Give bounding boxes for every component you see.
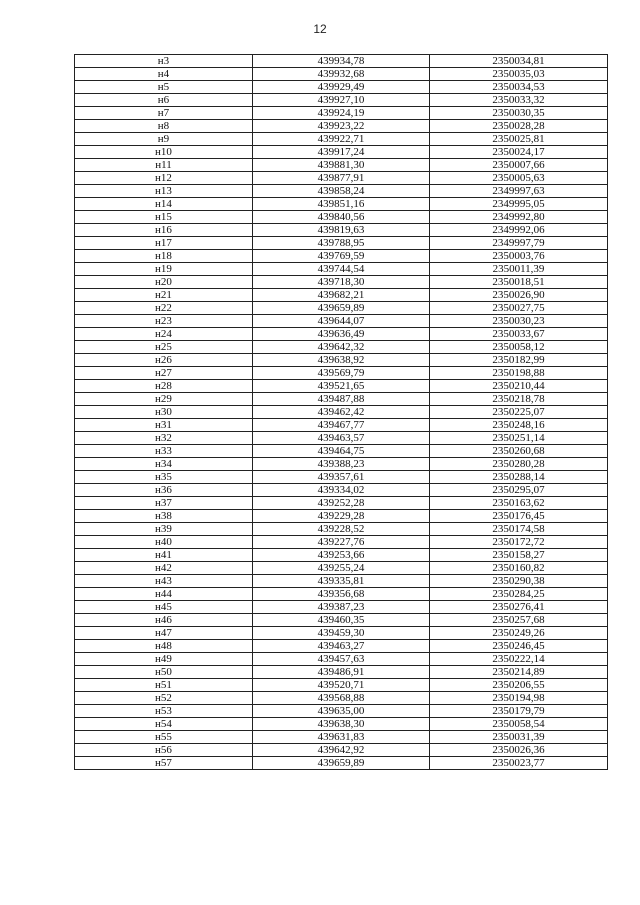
x-coordinate-cell: 439642,92 — [253, 744, 430, 757]
table-row — [75, 471, 608, 484]
point-id-cell: н47 — [75, 627, 253, 640]
x-coordinate-cell: 439521,65 — [253, 380, 430, 393]
table-row — [75, 627, 608, 640]
x-coordinate-cell: 439769,59 — [253, 250, 430, 263]
table-row — [75, 549, 608, 562]
x-coordinate-cell: 439924,19 — [253, 107, 430, 120]
y-coordinate-cell: 2349995,05 — [430, 198, 608, 211]
table-row — [75, 705, 608, 718]
x-coordinate-cell: 439228,52 — [253, 523, 430, 536]
x-coordinate-cell: 439927,10 — [253, 94, 430, 107]
y-coordinate-cell: 2350225,07 — [430, 406, 608, 419]
y-coordinate-cell: 2350005,63 — [430, 172, 608, 185]
table-row — [75, 237, 608, 250]
x-coordinate-cell: 439682,21 — [253, 289, 430, 302]
point-id-cell: н14 — [75, 198, 253, 211]
x-coordinate-cell: 439459,30 — [253, 627, 430, 640]
table-row — [75, 354, 608, 367]
table-row — [75, 536, 608, 549]
x-coordinate-cell: 439463,57 — [253, 432, 430, 445]
point-id-cell: н39 — [75, 523, 253, 536]
table-row — [75, 640, 608, 653]
x-coordinate-cell: 439457,63 — [253, 653, 430, 666]
x-coordinate-cell: 439934,78 — [253, 55, 430, 68]
y-coordinate-cell: 2350158,27 — [430, 549, 608, 562]
table-row — [75, 614, 608, 627]
y-coordinate-cell: 2350288,14 — [430, 471, 608, 484]
x-coordinate-cell: 439387,23 — [253, 601, 430, 614]
x-coordinate-cell: 439659,89 — [253, 757, 430, 770]
x-coordinate-cell: 439638,92 — [253, 354, 430, 367]
y-coordinate-cell: 2350035,03 — [430, 68, 608, 81]
y-coordinate-cell: 2350246,45 — [430, 640, 608, 653]
point-id-cell: н28 — [75, 380, 253, 393]
point-id-cell: н21 — [75, 289, 253, 302]
table-row — [75, 159, 608, 172]
point-id-cell: н38 — [75, 510, 253, 523]
point-id-cell: н56 — [75, 744, 253, 757]
point-id-cell: н49 — [75, 653, 253, 666]
point-id-cell: н3 — [75, 55, 253, 68]
table-row — [75, 588, 608, 601]
point-id-cell: н54 — [75, 718, 253, 731]
point-id-cell: н33 — [75, 445, 253, 458]
table-row — [75, 133, 608, 146]
y-coordinate-cell: 2350174,58 — [430, 523, 608, 536]
x-coordinate-cell: 439334,02 — [253, 484, 430, 497]
y-coordinate-cell: 2350182,99 — [430, 354, 608, 367]
point-id-cell: н20 — [75, 276, 253, 289]
table-row — [75, 250, 608, 263]
x-coordinate-cell: 439460,35 — [253, 614, 430, 627]
y-coordinate-cell: 2349997,63 — [430, 185, 608, 198]
x-coordinate-cell: 439877,91 — [253, 172, 430, 185]
point-id-cell: н22 — [75, 302, 253, 315]
coordinates-table-body — [75, 55, 608, 770]
table-row — [75, 432, 608, 445]
y-coordinate-cell: 2350028,28 — [430, 120, 608, 133]
x-coordinate-cell: 439356,68 — [253, 588, 430, 601]
point-id-cell: н19 — [75, 263, 253, 276]
x-coordinate-cell: 439840,56 — [253, 211, 430, 224]
y-coordinate-cell: 2350033,67 — [430, 328, 608, 341]
y-coordinate-cell: 2350176,45 — [430, 510, 608, 523]
table-row — [75, 653, 608, 666]
y-coordinate-cell: 2350251,14 — [430, 432, 608, 445]
point-id-cell: н52 — [75, 692, 253, 705]
point-id-cell: н6 — [75, 94, 253, 107]
table-row — [75, 276, 608, 289]
y-coordinate-cell: 2350198,88 — [430, 367, 608, 380]
y-coordinate-cell: 2350284,25 — [430, 588, 608, 601]
table-row — [75, 523, 608, 536]
table-row — [75, 341, 608, 354]
table-row — [75, 406, 608, 419]
x-coordinate-cell: 439569,79 — [253, 367, 430, 380]
x-coordinate-cell: 439467,77 — [253, 419, 430, 432]
y-coordinate-cell: 2350026,90 — [430, 289, 608, 302]
x-coordinate-cell: 439464,75 — [253, 445, 430, 458]
x-coordinate-cell: 439929,49 — [253, 81, 430, 94]
x-coordinate-cell: 439229,28 — [253, 510, 430, 523]
point-id-cell: н26 — [75, 354, 253, 367]
table-row — [75, 224, 608, 237]
point-id-cell: н12 — [75, 172, 253, 185]
table-row — [75, 289, 608, 302]
table-row — [75, 484, 608, 497]
x-coordinate-cell: 439858,24 — [253, 185, 430, 198]
table-row — [75, 55, 608, 68]
table-row — [75, 211, 608, 224]
x-coordinate-cell: 439253,66 — [253, 549, 430, 562]
y-coordinate-cell: 2349992,80 — [430, 211, 608, 224]
table-row — [75, 679, 608, 692]
table-row — [75, 458, 608, 471]
y-coordinate-cell: 2350027,75 — [430, 302, 608, 315]
point-id-cell: н55 — [75, 731, 253, 744]
x-coordinate-cell: 439486,91 — [253, 666, 430, 679]
x-coordinate-cell: 439631,83 — [253, 731, 430, 744]
y-coordinate-cell: 2350007,66 — [430, 159, 608, 172]
x-coordinate-cell: 439851,16 — [253, 198, 430, 211]
point-id-cell: н51 — [75, 679, 253, 692]
x-coordinate-cell: 439659,89 — [253, 302, 430, 315]
y-coordinate-cell: 2350034,53 — [430, 81, 608, 94]
x-coordinate-cell: 439881,30 — [253, 159, 430, 172]
point-id-cell: н24 — [75, 328, 253, 341]
x-coordinate-cell: 439923,22 — [253, 120, 430, 133]
table-row — [75, 146, 608, 159]
point-id-cell: н15 — [75, 211, 253, 224]
point-id-cell: н17 — [75, 237, 253, 250]
x-coordinate-cell: 439487,88 — [253, 393, 430, 406]
y-coordinate-cell: 2350214,89 — [430, 666, 608, 679]
y-coordinate-cell: 2350024,17 — [430, 146, 608, 159]
y-coordinate-cell: 2350206,55 — [430, 679, 608, 692]
table-row — [75, 315, 608, 328]
point-id-cell: н18 — [75, 250, 253, 263]
x-coordinate-cell: 439922,71 — [253, 133, 430, 146]
table-row — [75, 445, 608, 458]
table-row — [75, 744, 608, 757]
x-coordinate-cell: 439462,42 — [253, 406, 430, 419]
page-number: 12 — [313, 22, 327, 36]
point-id-cell: н13 — [75, 185, 253, 198]
table-row — [75, 731, 608, 744]
y-coordinate-cell: 2350033,32 — [430, 94, 608, 107]
x-coordinate-cell: 439568,88 — [253, 692, 430, 705]
x-coordinate-cell: 439932,68 — [253, 68, 430, 81]
table-row — [75, 68, 608, 81]
point-id-cell: н42 — [75, 562, 253, 575]
x-coordinate-cell: 439744,54 — [253, 263, 430, 276]
x-coordinate-cell: 439636,49 — [253, 328, 430, 341]
x-coordinate-cell: 439463,27 — [253, 640, 430, 653]
table-row — [75, 302, 608, 315]
point-id-cell: н25 — [75, 341, 253, 354]
point-id-cell: н40 — [75, 536, 253, 549]
y-coordinate-cell: 2350248,16 — [430, 419, 608, 432]
point-id-cell: н5 — [75, 81, 253, 94]
y-coordinate-cell: 2350025,81 — [430, 133, 608, 146]
x-coordinate-cell: 439388,23 — [253, 458, 430, 471]
y-coordinate-cell: 2350276,41 — [430, 601, 608, 614]
table-row — [75, 510, 608, 523]
y-coordinate-cell: 2350280,28 — [430, 458, 608, 471]
table-row — [75, 575, 608, 588]
y-coordinate-cell: 2350003,76 — [430, 250, 608, 263]
table-row — [75, 718, 608, 731]
point-id-cell: н57 — [75, 757, 253, 770]
point-id-cell: н36 — [75, 484, 253, 497]
table-row — [75, 94, 608, 107]
y-coordinate-cell: 2350218,78 — [430, 393, 608, 406]
point-id-cell: н11 — [75, 159, 253, 172]
x-coordinate-cell: 439718,30 — [253, 276, 430, 289]
y-coordinate-cell: 2350031,39 — [430, 731, 608, 744]
point-id-cell: н43 — [75, 575, 253, 588]
point-id-cell: н16 — [75, 224, 253, 237]
point-id-cell: н34 — [75, 458, 253, 471]
y-coordinate-cell: 2350058,54 — [430, 718, 608, 731]
point-id-cell: н30 — [75, 406, 253, 419]
table-row — [75, 601, 608, 614]
table-row — [75, 328, 608, 341]
y-coordinate-cell: 2350249,26 — [430, 627, 608, 640]
y-coordinate-cell: 2349997,79 — [430, 237, 608, 250]
x-coordinate-cell: 439635,00 — [253, 705, 430, 718]
y-coordinate-cell: 2350011,39 — [430, 263, 608, 276]
x-coordinate-cell: 439252,28 — [253, 497, 430, 510]
y-coordinate-cell: 2350194,98 — [430, 692, 608, 705]
point-id-cell: н32 — [75, 432, 253, 445]
y-coordinate-cell: 2350172,72 — [430, 536, 608, 549]
point-id-cell: н41 — [75, 549, 253, 562]
y-coordinate-cell: 2350023,77 — [430, 757, 608, 770]
point-id-cell: н9 — [75, 133, 253, 146]
table-row — [75, 497, 608, 510]
y-coordinate-cell: 2350290,38 — [430, 575, 608, 588]
y-coordinate-cell: 2350257,68 — [430, 614, 608, 627]
point-id-cell: н31 — [75, 419, 253, 432]
x-coordinate-cell: 439638,30 — [253, 718, 430, 731]
table-row — [75, 81, 608, 94]
point-id-cell: н8 — [75, 120, 253, 133]
table-row — [75, 393, 608, 406]
y-coordinate-cell: 2349992,06 — [430, 224, 608, 237]
y-coordinate-cell: 2350030,35 — [430, 107, 608, 120]
point-id-cell: н48 — [75, 640, 253, 653]
y-coordinate-cell: 2350030,23 — [430, 315, 608, 328]
point-id-cell: н7 — [75, 107, 253, 120]
x-coordinate-cell: 439255,24 — [253, 562, 430, 575]
x-coordinate-cell: 439335,81 — [253, 575, 430, 588]
table-row — [75, 120, 608, 133]
point-id-cell: н23 — [75, 315, 253, 328]
x-coordinate-cell: 439520,71 — [253, 679, 430, 692]
point-id-cell: н46 — [75, 614, 253, 627]
point-id-cell: н45 — [75, 601, 253, 614]
table-row — [75, 367, 608, 380]
y-coordinate-cell: 2350295,07 — [430, 484, 608, 497]
table-row — [75, 107, 608, 120]
table-row — [75, 562, 608, 575]
table-row — [75, 666, 608, 679]
point-id-cell: н44 — [75, 588, 253, 601]
y-coordinate-cell: 2350179,79 — [430, 705, 608, 718]
table-row — [75, 263, 608, 276]
x-coordinate-cell: 439227,76 — [253, 536, 430, 549]
point-id-cell: н4 — [75, 68, 253, 81]
y-coordinate-cell: 2350058,12 — [430, 341, 608, 354]
point-id-cell: н10 — [75, 146, 253, 159]
x-coordinate-cell: 439917,24 — [253, 146, 430, 159]
y-coordinate-cell: 2350034,81 — [430, 55, 608, 68]
x-coordinate-cell: 439819,63 — [253, 224, 430, 237]
x-coordinate-cell: 439788,95 — [253, 237, 430, 250]
coordinates-table — [74, 54, 608, 770]
x-coordinate-cell: 439357,61 — [253, 471, 430, 484]
y-coordinate-cell: 2350210,44 — [430, 380, 608, 393]
table-row — [75, 172, 608, 185]
x-coordinate-cell: 439644,07 — [253, 315, 430, 328]
point-id-cell: н53 — [75, 705, 253, 718]
table-row — [75, 692, 608, 705]
x-coordinate-cell: 439642,32 — [253, 341, 430, 354]
y-coordinate-cell: 2350018,51 — [430, 276, 608, 289]
table-row — [75, 198, 608, 211]
point-id-cell: н35 — [75, 471, 253, 484]
table-row — [75, 380, 608, 393]
table-row — [75, 185, 608, 198]
point-id-cell: н29 — [75, 393, 253, 406]
y-coordinate-cell: 2350260,68 — [430, 445, 608, 458]
y-coordinate-cell: 2350222,14 — [430, 653, 608, 666]
y-coordinate-cell: 2350160,82 — [430, 562, 608, 575]
point-id-cell: н50 — [75, 666, 253, 679]
y-coordinate-cell: 2350163,62 — [430, 497, 608, 510]
point-id-cell: н27 — [75, 367, 253, 380]
table-row — [75, 419, 608, 432]
point-id-cell: н37 — [75, 497, 253, 510]
y-coordinate-cell: 2350026,36 — [430, 744, 608, 757]
table-row — [75, 757, 608, 770]
